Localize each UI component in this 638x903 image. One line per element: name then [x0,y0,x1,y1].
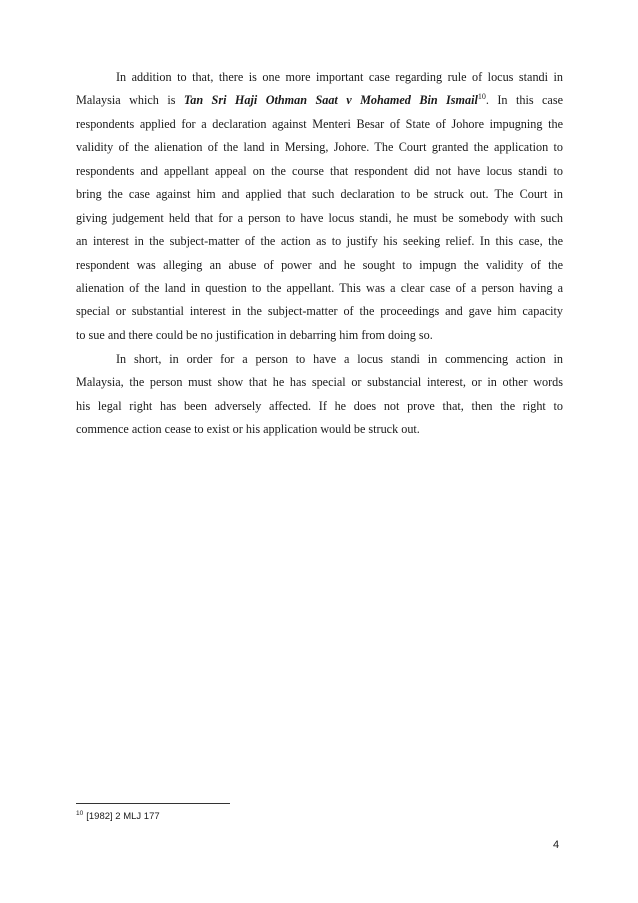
paragraph-conclusion [76,348,563,442]
text-line: an interest in the subject-matter of the action as to justify his seeking relief. In this case, the [76,234,563,249]
text-line: special or substantial interest in the subject-matter of the proceedings and gave him capacity [76,304,563,319]
text-line: commence action cease to exist or his application would be struck out. [76,422,420,437]
footnote-text: [1982] 2 MLJ 177 [86,811,160,822]
text-line: In addition to that, there is one more important case regarding rule of locus standi in [116,70,563,84]
page-number: 4 [553,839,560,851]
text-line-with-case-citation [76,89,563,112]
case-name: Tan Sri Haji Othman Saat v Mohamed Bin Ismail [183,93,478,108]
text-line: alienation of the land in question to the appellant. This was a clear case of a person having a [76,280,563,295]
text-line: bring the case against him and applied that such declaration to be struck out. The Court in [76,187,563,202]
text-line: giving judgement held that for a person to have locus standi, he must be somebody with such [76,210,563,225]
footnote-reference[interactable]: 10 [477,92,486,102]
text-line: respondents applied for a declaration against Menteri Besar of State of Johore impugning the [76,116,563,131]
footnote [76,811,160,822]
text-line: to sue and there could be no justification in debarring him from doing so. [76,327,433,342]
footnote-number: 10 [76,809,84,817]
text-segment: Malaysia which is [76,93,184,108]
text-line: Malaysia, the person must show that he has special or substancial interest, or in other words [76,375,563,390]
text-line: In short, in order for a person to have a locus standi in commencing action in [116,352,563,366]
paragraph-locus-standi-case [76,66,563,347]
text-segment: . In this case [485,93,563,108]
text-line: respondents and appellant appeal on the course that respondent did not have locus standi to [76,163,563,178]
text-line: his legal right has been adversely affected. If he does not prove that, then the right to [76,398,563,413]
footnote-separator [76,803,230,804]
text-line: respondent was alleging an abuse of power and he sought to impugn the validity of the [76,257,563,272]
text-line: validity of the alienation of the land in Mersing, Johore. The Court granted the application to [76,140,563,155]
